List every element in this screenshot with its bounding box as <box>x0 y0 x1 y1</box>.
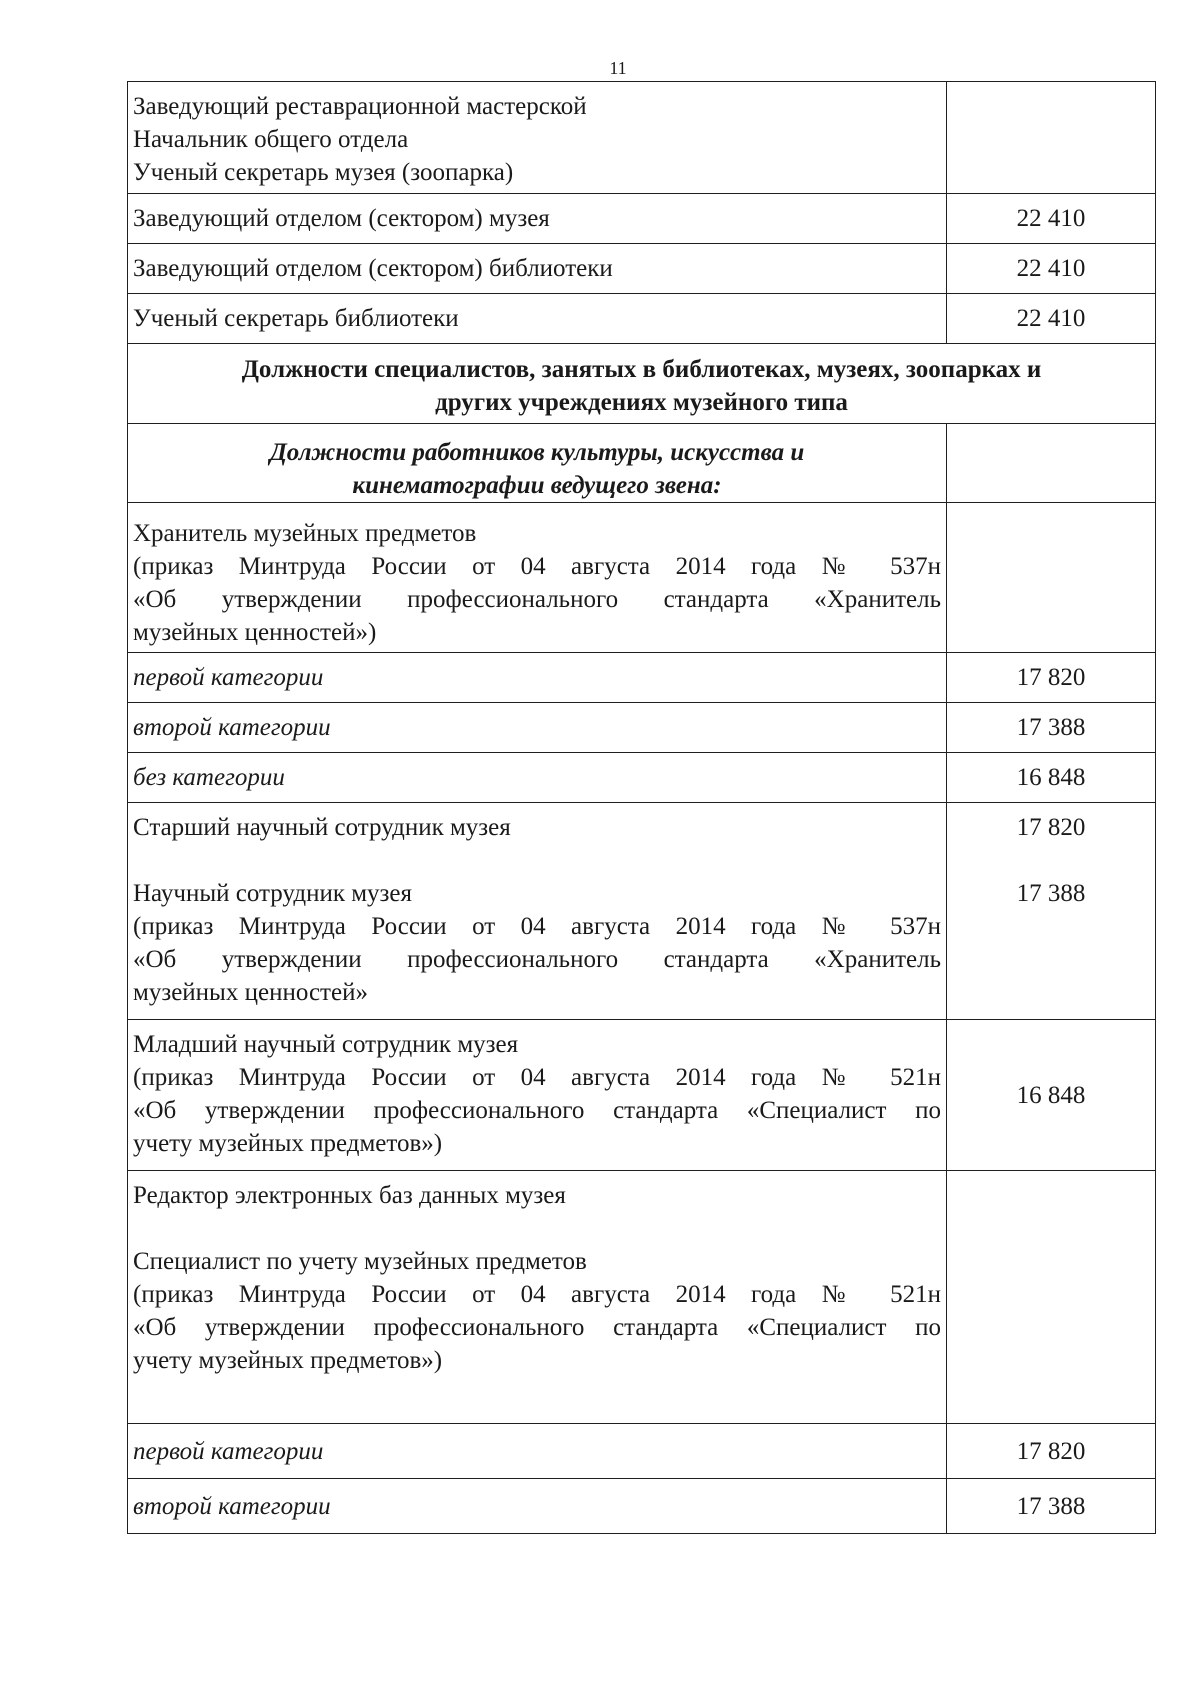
order-reference: (приказ Минтруда России от 04 августа 2014 года № 537н <box>133 913 941 940</box>
section-header-row <box>128 344 1156 424</box>
table-row <box>128 1020 1156 1171</box>
salary-value: 17 820 <box>1016 814 1086 841</box>
salary-value: 16 848 <box>947 753 1156 803</box>
order-reference: «Об утверждении профессионального стандарта «Хранитель <box>133 946 941 973</box>
position-title: Ученый секретарь музея (зоопарка) <box>133 159 514 186</box>
order-reference: (приказ Минтруда России от 04 августа 2014 года № 521н <box>133 1281 941 1308</box>
table-row <box>128 503 1156 653</box>
table-row <box>128 244 1156 294</box>
table-row <box>128 82 1156 194</box>
position-title: Заведующий реставрационной мастерской <box>133 93 587 120</box>
salary-value: 17 388 <box>947 1479 1156 1534</box>
section-header-line: других учреждениях музейного типа <box>435 389 848 416</box>
table-row <box>128 753 1156 803</box>
table-row <box>128 194 1156 244</box>
position-title: Ученый секретарь библиотеки <box>128 294 947 344</box>
salary-value: 16 848 <box>947 1020 1156 1171</box>
salary-value: 17 388 <box>1016 880 1086 907</box>
salary-cell <box>947 503 1156 653</box>
position-title: Заведующий отделом (сектором) библиотеки <box>128 244 947 294</box>
table-row <box>128 653 1156 703</box>
salary-value: 22 410 <box>947 194 1156 244</box>
spacer <box>133 1212 941 1245</box>
order-reference: музейных ценностей») <box>133 619 377 646</box>
subsection-header-row <box>128 424 1156 503</box>
position-title: Младший научный сотрудник музея <box>133 1031 519 1058</box>
salary-value: 22 410 <box>947 294 1156 344</box>
salary-value: 22 410 <box>947 244 1156 294</box>
order-reference: учету музейных предметов») <box>133 1347 443 1374</box>
salary-cell <box>947 424 1156 503</box>
position-title: Редактор электронных баз данных музея <box>133 1182 566 1209</box>
spacer <box>952 844 1150 877</box>
table-row <box>128 1171 1156 1424</box>
category-label: второй категории <box>128 703 947 753</box>
order-reference: (приказ Минтруда России от 04 августа 2014 года № 521н <box>133 1064 941 1091</box>
salary-value: 17 820 <box>947 1424 1156 1479</box>
salary-cell <box>947 82 1156 194</box>
position-title: Хранитель музейных предметов <box>133 520 477 547</box>
category-label: второй категории <box>128 1479 947 1534</box>
table-row <box>128 803 1156 1020</box>
salary-value: 17 820 <box>947 653 1156 703</box>
salary-table <box>127 81 1156 1534</box>
category-label: первой категории <box>128 1424 947 1479</box>
table-row <box>128 294 1156 344</box>
category-label: первой категории <box>128 653 947 703</box>
salary-value: 17 388 <box>947 703 1156 753</box>
position-cell <box>128 803 947 1020</box>
position-cell <box>128 1020 947 1171</box>
position-cell <box>128 82 947 194</box>
section-header-line: Должности специалистов, занятых в библиотеках, музеях, зоопарках и <box>241 356 1042 383</box>
subsection-header <box>128 424 947 503</box>
spacer <box>133 844 941 877</box>
order-reference: учету музейных предметов») <box>133 1130 443 1157</box>
subsection-header-line: Должности работников культуры, искусства и <box>269 439 805 466</box>
order-reference: музейных ценностей» <box>133 979 368 1006</box>
position-title: Научный сотрудник музея <box>133 880 413 907</box>
salary-cell <box>947 1171 1156 1424</box>
position-cell <box>128 503 947 653</box>
order-reference: «Об утверждении профессионального стандарта «Специалист по <box>133 1097 941 1124</box>
table-row <box>128 1424 1156 1479</box>
position-title: Заведующий отделом (сектором) музея <box>128 194 947 244</box>
category-label: без категории <box>128 753 947 803</box>
order-reference: (приказ Минтруда России от 04 августа 2014 года № 537н <box>133 553 941 580</box>
order-reference: «Об утверждении профессионального стандарта «Специалист по <box>133 1314 941 1341</box>
section-header <box>128 344 1156 424</box>
order-reference: «Об утверждении профессионального стандарта «Хранитель <box>133 586 941 613</box>
position-title: Старший научный сотрудник музея <box>133 814 511 841</box>
page-number: 11 <box>609 58 627 78</box>
salary-cell <box>947 803 1156 1020</box>
position-cell <box>128 1171 947 1424</box>
position-title: Начальник общего отдела <box>133 126 409 153</box>
table-row <box>128 1479 1156 1534</box>
position-title: Специалист по учету музейных предметов <box>133 1248 587 1275</box>
subsection-header-line: кинематографии ведущего звена: <box>352 472 722 499</box>
table-row <box>128 703 1156 753</box>
